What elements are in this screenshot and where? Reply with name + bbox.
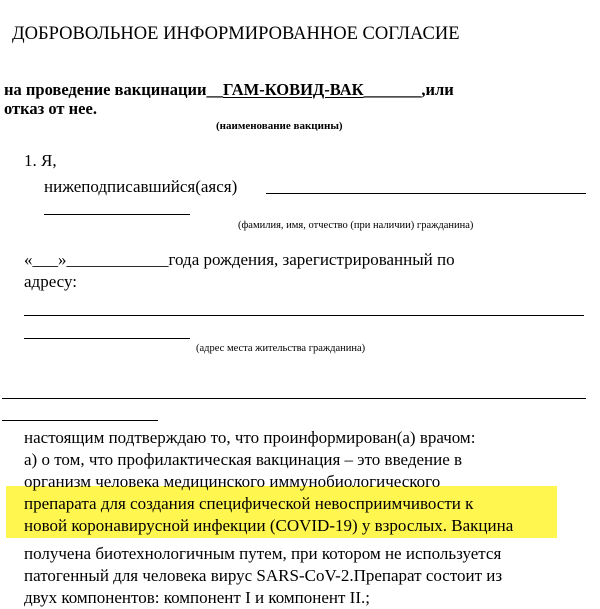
body-line-7: патогенный для человека вирус SARS-CoV-2.Препарат состоит из: [24, 566, 503, 585]
birth-text: года рождения, зарегистрированный по: [168, 250, 455, 269]
vaccine-blank-before: __: [206, 80, 224, 99]
vaccine-name: ГАМ-КОВИД-ВАК: [223, 80, 364, 99]
document-title: ДОБРОВОЛЬНОЕ ИНФОРМИРОВАННОЕ СОГЛАСИЕ: [12, 24, 460, 44]
address-blank-4: [2, 420, 158, 421]
full-name-caption: (фамилия, имя, отчество (при наличии) гражданина): [238, 220, 474, 231]
vaccination-subject-line2: отказ от нее.: [4, 99, 97, 118]
address-caption: (адрес места жительства гражданина): [196, 343, 366, 354]
body-line-1: настоящим подтверждаю то, что проинформирован(а) врачом:: [24, 428, 476, 447]
vaccine-blank-after: _______: [363, 80, 422, 99]
vaccine-name-caption: (наименование вакцины): [216, 120, 343, 132]
birth-quote-open: «: [24, 250, 33, 269]
address-blank-3: [2, 398, 586, 399]
signer-label: нижеподписавшийся(аяся): [44, 177, 238, 196]
subject-suffix: ,или: [421, 80, 454, 99]
body-line-8: двух компонентов: компонент I и компонент II.;: [24, 588, 370, 607]
item-1-number: 1.: [24, 151, 37, 170]
body-line-6: получена биотехнологичным путем, при котором не используется: [24, 544, 502, 563]
item-1-text: Я,: [41, 151, 57, 170]
body-line-2: а) о том, что профилактическая вакцинация – это введение в: [24, 450, 463, 469]
item-1: [24, 151, 57, 171]
body-line-4: препарата для создания специфической невосприимчивости к: [24, 494, 474, 513]
signer-name-blank: [266, 193, 586, 194]
birth-day-blank: ___: [32, 250, 58, 269]
address-label: адресу:: [24, 272, 77, 291]
vaccination-subject-line: [4, 80, 454, 100]
subject-prefix: на проведение вакцинации: [4, 80, 207, 99]
birth-line: [24, 250, 455, 270]
birth-quote-close: »: [58, 250, 67, 269]
birth-year-blank: ____________: [66, 250, 169, 269]
address-blank-1: [24, 315, 584, 316]
body-line-3: организм человека медицинского иммунобиологического: [24, 472, 441, 491]
signer-name-blank-2: [44, 214, 190, 215]
address-blank-2: [24, 338, 190, 339]
body-line-5: новой коронавирусной инфекции (COVID-19) у взрослых. Вакцина: [24, 516, 514, 535]
